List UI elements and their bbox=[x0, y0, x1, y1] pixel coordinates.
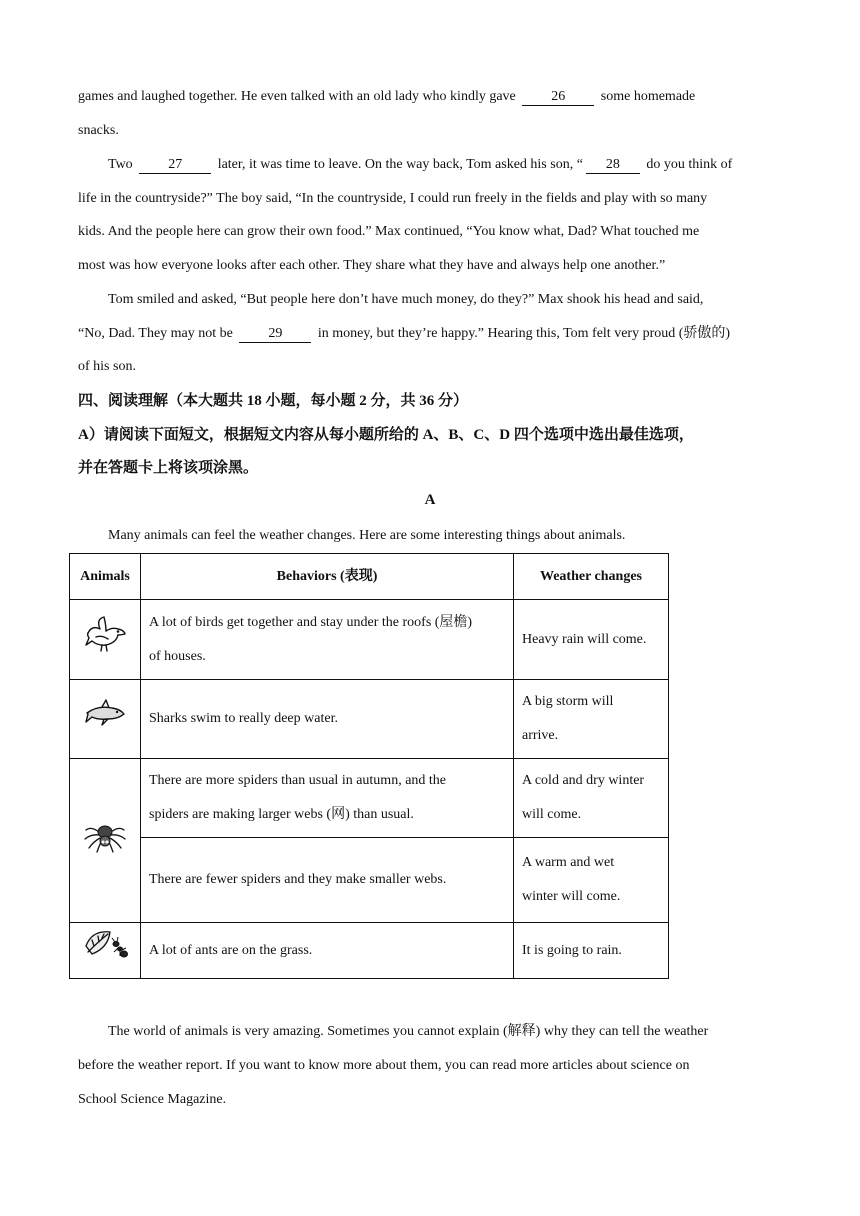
behavior-cell bbox=[141, 759, 514, 838]
passage-line: most was how everyone looks after each other. They share what they have and always help one another.” bbox=[78, 258, 666, 273]
passage-line: kids. And the people here can grow their own food.” Max continued, “You know what, Dad? What touched me bbox=[78, 224, 700, 239]
behavior-text: Sharks swim to really deep water. bbox=[149, 711, 338, 726]
bird-icon bbox=[82, 613, 128, 653]
closing-line: before the weather report. If you want to know more about them, you can read more articles about science on bbox=[78, 1058, 690, 1073]
passage-line bbox=[78, 324, 730, 344]
animal-cell bbox=[70, 759, 141, 923]
animal-cell bbox=[70, 600, 141, 680]
closing-line: School Science Magazine. bbox=[78, 1092, 227, 1107]
weather-cell bbox=[514, 680, 669, 759]
passage-line bbox=[108, 155, 732, 175]
passage-line: of his son. bbox=[78, 359, 136, 374]
passage-text: later, it was time to leave. On the way back, Tom asked his son, “ bbox=[217, 157, 583, 172]
instruction-line: 并在答题卡上将该项涂黑。 bbox=[78, 460, 259, 476]
passage-line: life in the countryside?” The boy said, “In the countryside, I could run freely in the fields and play with so many bbox=[78, 191, 708, 206]
weather-text: It is going to rain. bbox=[522, 942, 622, 958]
passage-text: games and laughed together. He even talked with an old lady who kindly gave bbox=[78, 89, 516, 104]
section-title: 四、阅读理解（本大题共 18 小题，每小题 2 分，共 36 分） bbox=[78, 393, 469, 409]
behavior-text: spiders are making larger webs (网) than usual. bbox=[149, 807, 414, 822]
passage-text: in money, but they’re happy.” Hearing this, Tom felt very proud (骄傲的) bbox=[317, 326, 731, 341]
passage-text: some homemade bbox=[600, 89, 696, 104]
behavior-cell bbox=[141, 680, 514, 759]
table-row bbox=[70, 680, 669, 759]
passage-text: Two bbox=[108, 157, 133, 172]
weather-text: will come. bbox=[522, 807, 582, 822]
weather-cell bbox=[514, 759, 669, 838]
table-header-row bbox=[70, 554, 669, 600]
passage-line: snacks. bbox=[78, 123, 119, 138]
behavior-text: A lot of ants are on the grass. bbox=[149, 942, 313, 958]
behavior-text: There are more spiders than usual in autumn, and the bbox=[149, 773, 447, 788]
passage-line bbox=[78, 87, 695, 107]
weather-text: winter will come. bbox=[522, 889, 621, 904]
header-animals: Animals bbox=[70, 554, 141, 600]
table-row bbox=[70, 838, 669, 923]
blank-27: 27 bbox=[139, 156, 211, 174]
passage-label: A bbox=[424, 492, 436, 508]
behavior-cell bbox=[141, 600, 514, 680]
header-behaviors: Behaviors (表现) bbox=[141, 554, 514, 600]
animal-cell bbox=[70, 680, 141, 759]
behavior-cell bbox=[141, 838, 514, 923]
spider-icon bbox=[83, 814, 127, 854]
weather-text: A cold and dry winter bbox=[522, 773, 645, 788]
weather-cell bbox=[514, 600, 669, 680]
ant-icon bbox=[82, 926, 128, 962]
passage-line: Tom smiled and asked, “But people here don’t have much money, do they?” Max shook his head and said, bbox=[108, 292, 704, 307]
passage-text: “No, Dad. They may not be bbox=[78, 326, 233, 341]
weather-text: A warm and wet bbox=[522, 855, 615, 870]
blank-29: 29 bbox=[239, 325, 311, 343]
weather-text: A big storm will bbox=[522, 694, 614, 709]
behavior-text: of houses. bbox=[149, 648, 206, 664]
behavior-text: There are fewer spiders and they make smaller webs. bbox=[149, 872, 447, 887]
passage-intro: Many animals can feel the weather changes. Here are some interesting things about animals. bbox=[108, 528, 626, 543]
shark-icon bbox=[84, 697, 126, 727]
passage-text: do you think of bbox=[646, 157, 733, 172]
header-weather: Weather changes bbox=[514, 554, 669, 600]
blank-26: 26 bbox=[522, 88, 594, 106]
behavior-cell bbox=[141, 923, 514, 979]
animal-weather-table bbox=[69, 553, 669, 979]
blank-28: 28 bbox=[586, 156, 640, 174]
weather-text: Heavy rain will come. bbox=[522, 631, 647, 647]
weather-cell bbox=[514, 838, 669, 923]
weather-text: arrive. bbox=[522, 728, 559, 743]
instruction-line: A）请阅读下面短文，根据短文内容从每小题所给的 A、B、C、D 四个选项中选出最佳选项， bbox=[78, 427, 694, 443]
table-row bbox=[70, 759, 669, 838]
weather-cell bbox=[514, 923, 669, 979]
closing-line: The world of animals is very amazing. Sometimes you cannot explain (解释) why they can tell the weather bbox=[108, 1024, 709, 1039]
table-row bbox=[70, 600, 669, 680]
behavior-text: A lot of birds get together and stay under the roofs (屋檐) bbox=[149, 614, 473, 630]
animal-cell bbox=[70, 923, 141, 979]
table-row bbox=[70, 923, 669, 979]
